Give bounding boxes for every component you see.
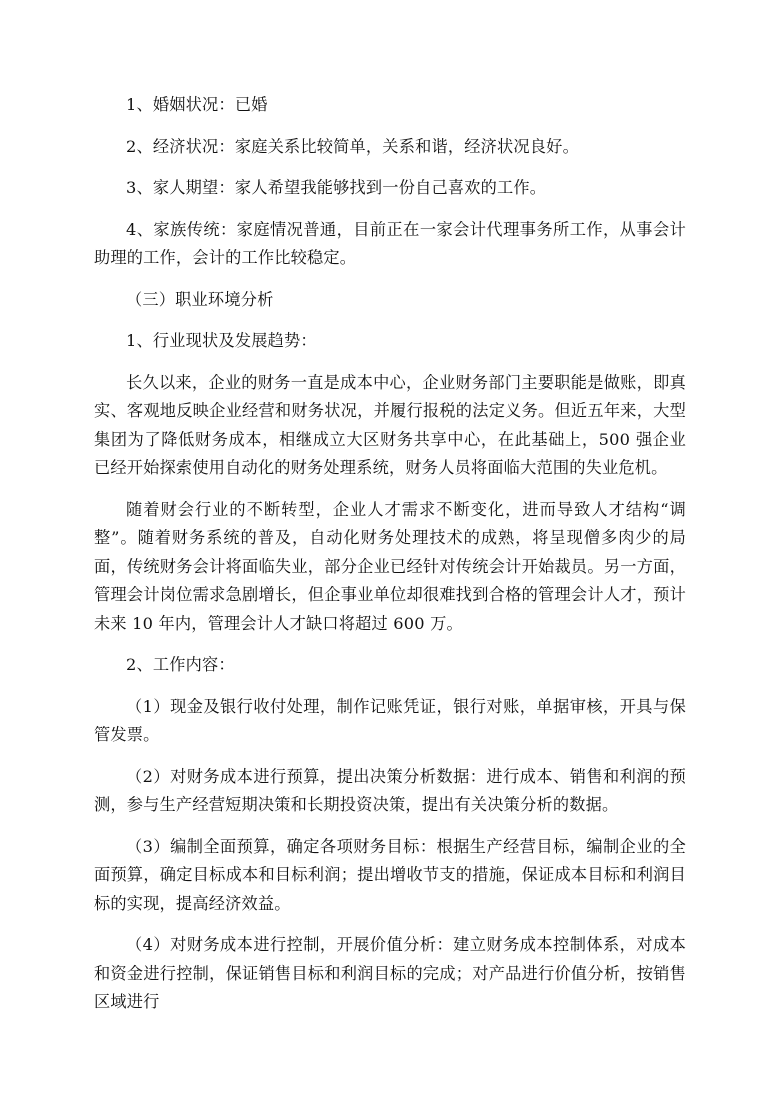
paragraph-marital-status: 1、婚姻状况：已婚: [126, 95, 268, 114]
paragraph-economic-status: 2、经济状况：家庭关系比较简单，关系和谐，经济状况良好。: [126, 136, 579, 156]
section-heading-career-environment: （三）职业环境分析: [126, 289, 274, 309]
paragraph-family-tradition: 4、家族传统：家庭情况普通，目前正在一家会计代理事务所工作，从事会计助理的工作，会计的工作比较稳定。: [94, 219, 686, 267]
paragraph-industry-history: 长久以来，企业的财务一直是成本中心，企业财务部门主要职能是做账，即真实、客观地反映企业经营和财务状况，并履行报税的法定义务。但近五年来，大型集团为了降低财务成本，相继成立大区财务共享中心，在此基础上，500 强企业已经开始探索使用自动化的财务处理系统，财务人员将面临大范围的失业危机。: [94, 372, 686, 477]
subheading-job-content: 2、工作内容：: [126, 655, 235, 674]
document-page: [94, 91, 686, 1017]
subheading-industry-status: 1、行业现状及发展趋势：: [126, 331, 317, 350]
list-item-job-2: （2）对财务成本进行预算，提出决策分析数据：进行成本、销售和利润的预测，参与生产经营短期决策和长期投资决策，提出有关决策分析的数据。: [94, 766, 686, 814]
paragraph-industry-transformation: 随着财会行业的不断转型，企业人才需求不断变化，进而导致人才结构“调整”。随着财务系统的普及，自动化财务处理技术的成熟，将呈现僧多肉少的局面，传统财务会计将面临失业，部分企业已经针对传统会计开始裁员。另一方面，管理会计岗位需求急剧增长，但企事业单位却很难找到合格的管理会计人才，预计未来 10 年内，管理会计人才缺口将超过 600 万。: [94, 499, 686, 633]
list-item-job-3: （3）编制全面预算，确定各项财务目标：根据生产经营目标，编制企业的全面预算，确定目标成本和目标利润；提出增收节支的措施，保证成本目标和利润目标的实现，提高经济效益。: [94, 836, 686, 913]
list-item-job-4: （4）对财务成本进行控制，开展价值分析：建立财务成本控制体系，对成本和资金进行控制，保证销售目标和利润目标的完成；对产品进行价值分析，按销售区域进行: [94, 935, 686, 1011]
paragraph-family-expectation: 3、家人期望：家人希望我能够找到一份自己喜欢的工作。: [126, 178, 547, 197]
list-item-job-1: （1）现金及银行收付处理，制作记账凭证，银行对账，单据审核，开具与保管发票。: [94, 696, 686, 744]
